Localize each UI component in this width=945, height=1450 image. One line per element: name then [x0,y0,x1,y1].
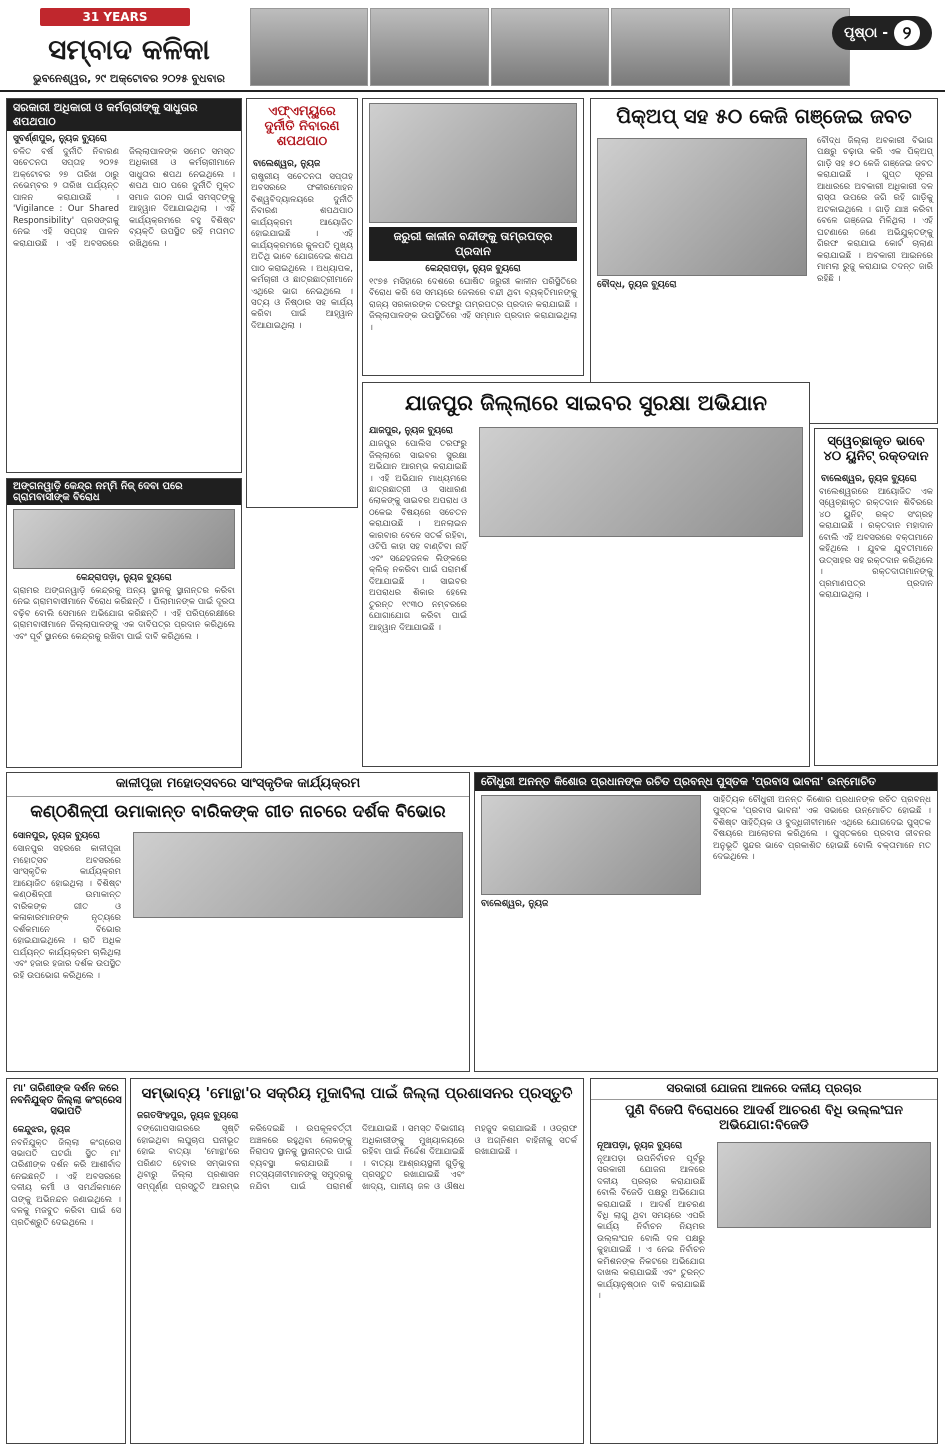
article-cyber-security [362,382,810,767]
article-body: ୧୯୭୫ ମସିହାରେ ଦେଶରେ ଘୋଷିତ ଜରୁରୀ କାଳୀନ ପରିସ୍ଥିତିରେ ବିରୋଧ କରି ସେ ସମୟରେ ଜେଲରେ ବନ୍ଦୀ ଥିବା ବ୍ୟକ୍ତିମାନଙ୍କୁ ରାଜ୍ୟ ସରକାରଙ୍କ ତରଫରୁ ତାମ୍ରପତ୍ର ପ୍ରଦାନ କରାଯାଇଛି । ଜିଲ୍ଲାପାଳଙ୍କ ଉପସ୍ଥିତିରେ ଏହି ସମ୍ମାନ ପ୍ରଦାନ କରାଯାଇଥିଲା । [369,277,577,333]
article-headline: ଅଙ୍ଗନୱାଡ଼ି କେନ୍ଦ୍ର ନମ୍ମି ନିଜ୍ ଦେବା ପରେ ଗ୍ରାମବାସୀଙ୍କ ବିରୋଧ [7,479,241,505]
article-body: ବାଲେଶ୍ୱରରେ ଆୟୋଜିତ ଏକ ସ୍ୱେଚ୍ଛାକୃତ ରକ୍ତଦାନ ଶିବିରରେ ୪୦ ୟୁନିଟ୍ ରକ୍ତ ସଂଗ୍ରହ କରାଯାଇଛି । ରକ୍ତଦାନ ମହାଦାନ ବୋଲି ଏହି ଅବସରରେ ବକ୍ତାମାନେ କହିଥିଲେ । ଯୁବକ ଯୁବତୀମାନେ ଉତ୍ସାହର ସହ ରକ୍ତଦାନ କରିଥିଲେ । ରକ୍ତଦାତାମାନଙ୍କୁ ପ୍ରମାଣପତ୍ର ପ୍ରଦାନ କରାଯାଇଥିଲା । [819,486,933,601]
article-byline: ବାଲେଶ୍ୱର, ନ୍ୟୁଜ ବ୍ୟୁରୋ [821,473,917,484]
article-byline: ବାଲେଶ୍ୱର, ନ୍ୟୁଜ [481,899,549,909]
article-byline: କେନ୍ଦ୍ରାପଡ଼ା, ନ୍ୟୁଜ ବ୍ୟୁରୋ [425,264,521,274]
newspaper-logo: ସମ୍ବାଦ କଳିକା [48,33,210,66]
article-headline: ସମ୍ଭାବ୍ୟ 'ମୋନ୍ଥା'ର ସକ୍ରିୟ ମୁକାବିଲା ପାଇଁ ଜିଲ୍ଲା ପ୍ରଶାସନର ପ୍ରସ୍ତୁତି [141,1084,573,1102]
article-kicker: କାଳୀପୂଜା ମହୋତ୍ସବରେ ସାଂସ୍କୃତିକ କାର୍ଯ୍ୟକ୍ରମ [7,773,469,797]
book-release-photo [481,795,701,895]
dance-performance-photo [133,832,463,918]
article-headline: ଚୌଧୁରୀ ଅନନ୍ତ କିଶୋର ପ୍ରଧାନଙ୍କ ରଚିତ ପ୍ରବନ୍ଧ ପୁସ୍ତକ 'ପ୍ରବାସ ଭାବନା' ଉନ୍ମୋଚିତ [475,773,937,791]
article-bjd-allegation [590,1078,938,1444]
masthead [0,0,945,92]
article-headline: ପିକ୍‌ଅପ୍ ସହ ୫୦ କେଜି ଗଞ୍ଜେଇ ଜବତ [616,104,912,128]
article-headline: କଣ୍ଠଶିଳ୍ପୀ ଉମାକାନ୍ତ ବାରିକଙ୍କ ଗୀତ ନାଚରେ ଦର୍ଶକ ବିଭୋର [30,801,446,822]
article-anganwadi-protest [6,478,242,768]
art-photo [611,8,729,86]
cyber-campaign-photo [479,427,803,537]
article-byline: ବାଲେଶ୍ୱର, ନ୍ୟୁଜ [253,158,321,169]
page-label: ପୃଷ୍ଠା - [843,25,889,41]
seized-vehicle-photo [597,138,807,276]
years-badge: 31 YEARS [40,8,190,26]
article-emergency-prisoners [362,98,584,376]
children-photo [491,8,609,86]
article-kicker: ସରକାରୀ ଯୋଜନା ଆଳରେ ଦଳୀୟ ପ୍ରଚାର [591,1079,937,1100]
article-byline: ଜଗତସିଂହପୁର, ନ୍ୟୁଜ ବ୍ୟୁରୋ [137,1111,239,1122]
article-body: ରାଷ୍ଟ୍ରୀୟ ସଚେତନତା ସପ୍ତାହ ଅବସରରେ ଫକୀରମୋହନ ବିଶ୍ୱବିଦ୍ୟାଳୟରେ ଦୁର୍ନୀତି ନିବାରଣ ଶପଥପାଠ କାର୍ଯ୍ୟକ୍ରମ ଆୟୋଜିତ ହୋଇଯାଇଛି । ଏହି କାର୍ଯ୍ୟକ୍ରମରେ କୁଳପତି ମୁଖ୍ୟ ଅତିଥି ଭାବେ ଯୋଗଦେଇ ଶପଥ ପାଠ କରାଇଥିଲେ । ଅଧ୍ୟାପକ, କର୍ମଚାରୀ ଓ ଛାତ୍ରଛାତ୍ରୀମାନେ ଏଥିରେ ଭାଗ ନେଇଥିଲେ । ସତ୍ୟ ଓ ନିଷ୍ଠାର ସହ କାର୍ଯ୍ୟ କରିବା ପାଇଁ ଆହ୍ୱାନ ଦିଆଯାଇଥିଲା । [251,171,353,331]
article-ganja-seized [590,98,938,424]
page-number-badge [832,16,932,50]
article-headline: ଏଫ୍‌ଏମ୍‌ୟୁରେ ଦୁର୍ନୀତି ନିବାରଣ ଶପଥପାଠ [264,104,340,149]
article-body: ଯାଜପୁର ପୋଲିସ ତରଫରୁ ଜିଲ୍ଲାରେ ସାଇବର ସୁରକ୍ଷା ଅଭିଯାନ ଆରମ୍ଭ କରାଯାଇଛି । ଏହି ଅଭିଯାନ ମାଧ୍ୟମରେ ଛାତ୍ରଛାତ୍ରୀ ଓ ସାଧାରଣ ଲୋକଙ୍କୁ ସାଇବର ଅପରାଧ ଓ ଠକେଇ ବିଷୟରେ ସଚେତନ କରାଯାଉଛି । ଅନଲାଇନ କାରବାର ବେଳେ ସତର୍କ ରହିବା, ଓଟିପି କାହା ସହ ବାଣ୍ଟିବା ନାହିଁ ଏବଂ ସନ୍ଦେହଜନକ ଲିଙ୍କରେ କ୍ଲିକ୍ ନକରିବା ପାଇଁ ପରାମର୍ଶ ଦିଆଯାଇଛି । ସାଇବର ଅପରାଧର ଶିକାର ହେଲେ ତୁରନ୍ତ ୧୯୩୦ ନମ୍ବରରେ ଯୋଗାଯୋଗ କରିବା ପାଇଁ ଆହ୍ୱାନ ଦିଆଯାଇଛି । [369,439,467,633]
article-byline: ବୌଦ୍ଧ, ନ୍ୟୁଜ ବ୍ୟୁରୋ [597,280,677,290]
article-headline: ଜରୁରୀ କାଳୀନ ବନ୍ଦୀଙ୍କୁ ତାମ୍ରପତ୍ର ପ୍ରଦାନ [369,227,577,261]
article-headline: ପୁଣି ବିଜେପି ବିରୋଧରେ ଆଦର୍ଶ ଆଚରଣ ବିଧି ଉଲ୍ଲଂଘନ ଅଭିଯୋଗ:ବିଜେଡି [625,1102,903,1133]
article-body: ଗ୍ରାମର ଅଙ୍ଗନୱାଡ଼ି କେନ୍ଦ୍ରକୁ ଅନ୍ୟ ସ୍ଥାନକୁ ସ୍ଥାନାନ୍ତର କରିବା ନେଇ ଗ୍ରାମବାସୀମାନେ ବିରୋଧ କରିଛନ୍ତି । ପିଲାମାନଙ୍କ ପାଇଁ ଦୂରତା ବଢ଼ିବ ବୋଲି ସେମାନେ ଅଭିଯୋଗ କରିଛନ୍ତି । ଏହି ପରିପ୍ରେକ୍ଷୀରେ ଗ୍ରାମବାସୀମାନେ ଜିଲ୍ଲାପାଳଙ୍କୁ ଏକ ଦାବିପତ୍ର ପ୍ରଦାନ କରିଥିଲେ ଏବଂ ପୂର୍ବ ସ୍ଥାନରେ କେନ୍ଦ୍ରକୁ ରଖିବା ପାଇଁ ଦାବି କରିଥିଲେ । [13,586,235,642]
article-byline: ସୋନପୁର, ନ୍ୟୁଜ ବ୍ୟୁରୋ [13,831,100,842]
people-photo [370,8,488,86]
article-book-release [474,772,938,1072]
article-headline: ସ୍ୱେଚ୍ଛାକୃତ ଭାବେ ୪୦ ୟୁନିଟ୍ ରକ୍ତଦାନ [823,434,929,464]
press-conference-photo [717,1142,931,1228]
article-body: ସାହିତ୍ୟିକ ଚୌଧୁରୀ ଅନନ୍ତ କିଶୋର ପ୍ରଧାନଙ୍କ ରଚିତ ପ୍ରବନ୍ଧ ପୁସ୍ତକ 'ପ୍ରବାସ ଭାବନା' ଏକ ସଭାରେ ଉନ୍ମୋଚିତ ହୋଇଛି । ବିଶିଷ୍ଟ ସାହିତ୍ୟିକ ଓ ବୁଦ୍ଧିଜୀବୀମାନେ ଏଥିରେ ଯୋଗଦେଇ ପୁସ୍ତକ ବିଷୟରେ ଆଲୋଚନା କରିଥିଲେ । ପୁସ୍ତକରେ ପ୍ରବାସ ଜୀବନର ଅନୁଭୂତି ସୁନ୍ଦର ଭାବେ ପ୍ରକାଶିତ ହୋଇଛି ବୋଲି ବକ୍ତାମାନେ ମତ ଦେଇଥିଲେ । [713,795,931,863]
masthead-photo-strip [250,8,850,86]
article-body: ନବନିଯୁକ୍ତ ଜିଲ୍ଲା କଂଗ୍ରେସ ସଭାପତି ଘଟଗାଁ ସ୍ଥିତ ମା' ତାରିଣୀଙ୍କ ଦର୍ଶନ କରି ଆଶୀର୍ବାଦ ନେଇଛନ୍ତି । ଏହି ଅବସରରେ ଦଳୀୟ କର୍ମୀ ଓ ସମର୍ଥକମାନେ ତାଙ୍କୁ ଅଭିନନ୍ଦନ ଜଣାଇଥିଲେ । ଦଳକୁ ମଜବୁତ କରିବା ପାଇଁ ସେ ପ୍ରତିଶ୍ରୁତି ଦେଇଥିଲେ । [11,1137,121,1228]
article-byline: ନୂଆପଡ଼ା, ନ୍ୟୁଜ ବ୍ୟୁରୋ [597,1140,683,1151]
article-blood-donation [814,428,938,766]
award-ceremony-photo [369,103,577,223]
article-fmu-oath [246,98,358,508]
article-headline: ଯାଜପୁର ଜିଲ୍ଲାରେ ସାଇବର ସୁରକ୍ଷା ଅଭିଯାନ [405,391,767,415]
article-byline: କେନ୍ଦ୍ରାପଡ଼ା, ନ୍ୟୁଜ ବ୍ୟୁରୋ [76,573,172,583]
article-honesty-oath [6,98,242,473]
article-body: ବଙ୍ଗୋପସାଗରରେ ସୃଷ୍ଟି ହୋଇଥିବା ଲଘୁଚାପ ଘନୀଭୂତ ହୋଇ ବାତ୍ୟା 'ମୋନ୍ଥା'ରେ ପରିଣତ ହେବାର ସମ୍ଭାବନା ଥିବାରୁ ଜିଲ୍ଲା ପ୍ରଶାସନ ସମ୍ପୂର୍ଣ୍ଣ ପ୍ରସ୍ତୁତି ଆରମ୍ଭ କରିଦେଇଛି । ଉପକୂଳବର୍ତ୍ତୀ ଅଞ୍ଚଳରେ ରହୁଥିବା ଲୋକଙ୍କୁ ନିରାପଦ ସ୍ଥାନକୁ ସ୍ଥାନାନ୍ତର ପାଇଁ ବ୍ୟବସ୍ଥା କରାଯାଉଛି । ମତ୍ସ୍ୟଜୀବୀମାନଙ୍କୁ ସମୁଦ୍ରକୁ ନଯିବା ପାଇଁ ପରାମର୍ଶ ଦିଆଯାଇଛି । ସମସ୍ତ ବିଭାଗୀୟ ଅଧିକାରୀଙ୍କୁ ମୁଖ୍ୟାଳୟରେ ରହିବା ପାଇଁ ନିର୍ଦ୍ଦେଶ ଦିଆଯାଇଛି । ବାତ୍ୟା ଆଶ୍ରୟସ୍ଥଳୀ ଗୁଡ଼ିକୁ ପ୍ରସ୍ତୁତ ରଖାଯାଇଛି ଏବଂ ଖାଦ୍ୟ, ପାନୀୟ ଜଳ ଓ ଔଷଧ ମହଜୁଦ କରାଯାଇଛି । ଓଡ୍ରାଫ ଓ ଅଗ୍ନିଶମ ବାହିନୀକୁ ସତର୍କ ରଖାଯାଇଛି । [137,1124,577,1192]
protest-photo [13,509,235,569]
women-photo [732,8,850,86]
temple-photo [250,8,368,86]
article-body: ବୌଦ୍ଧ ଜିଲ୍ଲା ଅବକାରୀ ବିଭାଗ ପକ୍ଷରୁ ଚଢ଼ାଉ କରି ଏକ ପିକ୍‌ଅପ୍ ଗାଡ଼ି ସହ ୫୦ କେଜି ଗଞ୍ଜେଇ ଜବତ କରାଯାଇଛି । ଗୁପ୍ତ ସୂଚନା ଆଧାରରେ ଅବକାରୀ ଅଧିକାରୀ ଦଳ ରାସ୍ତା ଉପରେ ଜଗି ରହି ଗାଡ଼ିକୁ ଅଟକାଇଥିଲେ । ଗାଡ଼ି ଯାଞ୍ଚ କରିବା ବେଳେ ଗଞ୍ଜେଇ ମିଳିଥିଲା । ଏହି ଘଟଣାରେ ଜଣେ ଅଭିଯୁକ୍ତଙ୍କୁ ଗିରଫ କରାଯାଇ କୋର୍ଟ ଚାଲାଣ କରାଯାଇଛି । ଅବକାରୀ ଆଇନରେ ମାମଲା ରୁଜୁ କରାଯାଇ ତଦନ୍ତ ଜାରି ରହିଛି । [817,136,933,284]
article-byline: ଯାଜପୁର, ନ୍ୟୁଜ ବ୍ୟୁରୋ [369,426,453,437]
article-byline: କେନ୍ଦୁଝର, ନ୍ୟୁଜ [13,1124,71,1135]
article-headline: ସରକାରୀ ଅଧିକାରୀ ଓ କର୍ମଚାରୀଙ୍କୁ ସାଧୁତାର ଶପଥପାଠ [7,99,241,131]
dateline: ଭୁବନେଶ୍ୱର, ୨୯ ଅକ୍ଟୋବର ୨୦୨୫ ବୁଧବାର [33,72,225,85]
article-congress-president [6,1078,126,1444]
page-number: ୨ [894,20,920,46]
article-byline: ସୁବର୍ଣ୍ଣପୁର, ନ୍ୟୁଜ ବ୍ୟୁରୋ [13,134,107,144]
article-body: ସୋନପୁର ସହରରେ କାଳୀପୂଜା ମହୋତ୍ସବ ଅବସରରେ ସାଂସ୍କୃତିକ କାର୍ଯ୍ୟକ୍ରମ ଆୟୋଜିତ ହୋଇଥିଲା । ବିଶିଷ୍ଟ କଣ୍ଠଶିଳ୍ପୀ ଉମାକାନ୍ତ ବାରିକଙ୍କ ଗୀତ ଓ କଳାକାରମାନଙ୍କ ନୃତ୍ୟରେ ଦର୍ଶକମାନେ ବିଭୋର ହୋଇଯାଇଥିଲେ । ରାତି ଅଧିକ ପର୍ଯ୍ୟନ୍ତ କାର୍ଯ୍ୟକ୍ରମ ଚାଲିଥିଲା ଏବଂ ହଜାର ହଜାର ଦର୍ଶକ ଉପସ୍ଥିତ ରହି ଉପଭୋଗ କରିଥିଲେ । [13,844,121,981]
article-cyclone-montha [130,1078,584,1444]
article-body: ନୂଆପଡ଼ା ଉପନିର୍ବାଚନ ପୂର୍ବରୁ ସରକାରୀ ଯୋଜନା ଆଳରେ ଦଳୀୟ ପ୍ରଚାର କରାଯାଉଛି ବୋଲି ବିଜେଡି ପକ୍ଷରୁ ଅଭିଯୋଗ କରାଯାଇଛି । ଆଦର୍ଶ ଆଚରଣ ବିଧି ଲାଗୁ ଥିବା ସମୟରେ ଏପରି କାର୍ଯ୍ୟ ନିର୍ବାଚନ ନିୟମର ଉଲ୍ଲଂଘନ ବୋଲି ଦଳ ପକ୍ଷରୁ କୁହାଯାଇଛି । ଏ ନେଇ ନିର୍ବାଚନ କମିଶନଙ୍କ ନିକଟରେ ଅଭିଯୋଗ ଦାଖଲ କରାଯାଇଛି ଏବଂ ତୁରନ୍ତ କାର୍ଯ୍ୟାନୁଷ୍ଠାନ ଦାବି କରାଯାଇଛି । [597,1153,705,1302]
article-body: ଚଳିତ ବର୍ଷ ଦୁର୍ନୀତି ନିବାରଣ ସଚେତନତା ସପ୍ତାହ ୨୦୨୫ ଅକ୍ଟୋବର ୨୭ ତାରିଖ ଠାରୁ ନଭେମ୍ବର ୨ ତାରିଖ ପର୍ଯ୍ୟନ୍ତ ପାଳନ କରାଯାଉଛି । 'Vigilance : Our Shared Responsibility' ପ୍ରସଙ୍ଗକୁ ନେଇ ଏହି ସପ୍ତାହ ପାଳନ କରାଯାଉଛି । ଏହି ଅବସରରେ ଜିଲ୍ଲାପାଳଙ୍କ ସମେତ ସମସ୍ତ ଅଧିକାରୀ ଓ କର୍ମଚାରୀମାନେ ସାଧୁତାର ଶପଥ ନେଇଥିଲେ । ଶପଥ ପାଠ ପରେ ଦୁର୍ନୀତି ମୁକ୍ତ ସମାଜ ଗଠନ ପାଇଁ ସମସ୍ତଙ୍କୁ ଆହ୍ୱାନ ଦିଆଯାଇଥିଲା । ଏହି କାର୍ଯ୍ୟକ୍ରମରେ ବହୁ ବିଶିଷ୍ଟ ବ୍ୟକ୍ତି ଉପସ୍ଥିତ ରହି ମତାମତ ରଖିଥିଲେ । [13,147,235,249]
article-headline: ମା' ତାରିଣୀଙ୍କ ଦର୍ଶନ କରେ ନବନିଯୁକ୍ତ ଜିଲ୍ଲା କଂଗ୍ରେସ ସଭାପତି [10,1083,122,1117]
article-kali-puja-cultural [6,772,470,1072]
